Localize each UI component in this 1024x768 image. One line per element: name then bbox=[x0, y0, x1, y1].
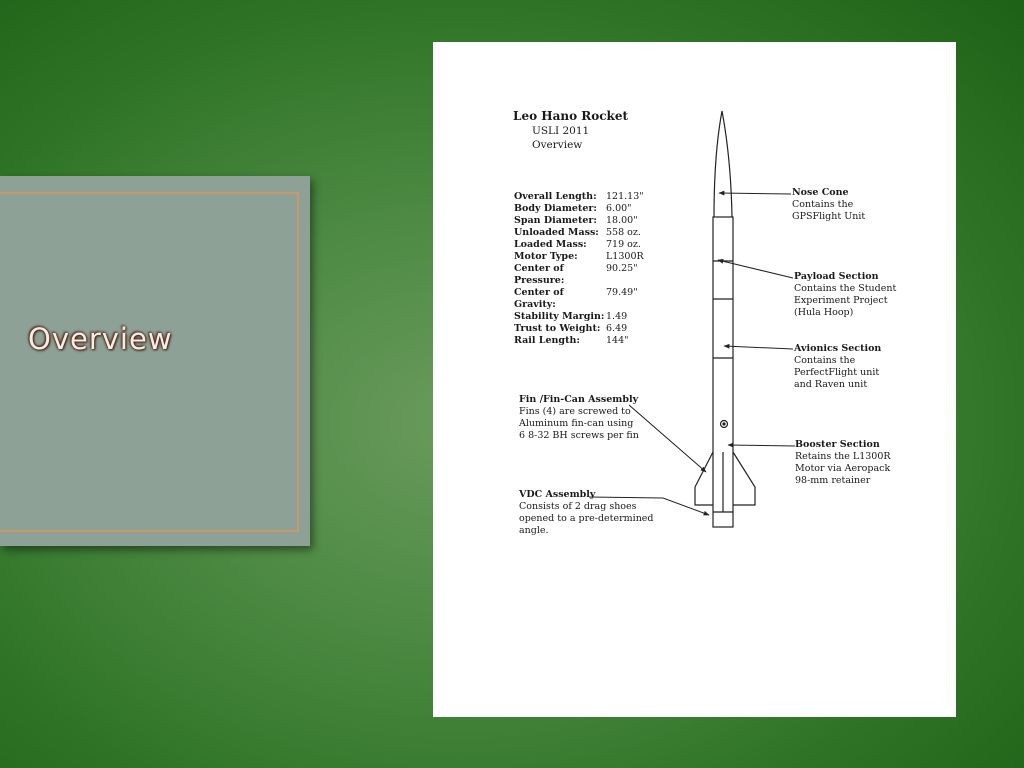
callout-line: and Raven unit bbox=[794, 379, 868, 390]
spec-value: 121.13" bbox=[606, 191, 644, 202]
callout-line: 6 8-32 BH screws per fin bbox=[519, 430, 639, 441]
spec-value: 90.25" bbox=[606, 263, 638, 274]
callout-line: GPSFlight Unit bbox=[792, 211, 866, 222]
booster-leader bbox=[728, 445, 795, 446]
spec-value: 79.49" bbox=[606, 287, 638, 298]
spec-key: Center of Gravity: bbox=[514, 287, 564, 310]
spec-key: Trust to Weight: bbox=[514, 323, 601, 334]
spec-key: Center of Pressure: bbox=[514, 263, 565, 286]
nose-cone-leader bbox=[719, 193, 791, 194]
callout-title: Avionics Section bbox=[794, 343, 882, 354]
spec-key: Unloaded Mass: bbox=[514, 227, 599, 238]
callout-booster bbox=[795, 439, 891, 487]
spec-value: L1300R bbox=[606, 251, 644, 262]
document-subtitle-year: USLI 2011 bbox=[532, 125, 590, 137]
spec-key: Motor Type: bbox=[514, 251, 578, 262]
callout-line: Motor via Aeropack bbox=[795, 463, 891, 474]
callout-line: angle. bbox=[519, 525, 549, 536]
nose-cone-shape bbox=[714, 111, 732, 217]
callout-fin bbox=[519, 394, 639, 442]
spec-key: Body Diameter: bbox=[514, 203, 597, 214]
spec-value: 1.49 bbox=[606, 311, 628, 322]
callout-title: Booster Section bbox=[795, 439, 880, 450]
spec-key: Span Diameter: bbox=[514, 215, 597, 226]
callout-line: Contains the bbox=[792, 199, 854, 210]
spec-key: Loaded Mass: bbox=[514, 239, 587, 250]
spec-value: 18.00" bbox=[606, 215, 638, 226]
callout-line: 98-mm retainer bbox=[795, 475, 871, 486]
slide-title: Overview bbox=[28, 322, 173, 356]
spec-key: Stability Margin: bbox=[514, 311, 605, 322]
callout-line: (Hula Hoop) bbox=[794, 307, 854, 318]
callout-title: VDC Assembly bbox=[519, 489, 596, 500]
left-fin bbox=[695, 452, 713, 505]
callout-line: opened to a pre-determined bbox=[519, 513, 654, 524]
spec-key: Rail Length: bbox=[514, 335, 580, 346]
title-panel-border bbox=[0, 192, 299, 532]
avionics-leader bbox=[724, 346, 793, 349]
callout-nose-cone bbox=[792, 187, 865, 223]
callout-title: Fin /Fin-Can Assembly bbox=[519, 394, 639, 405]
right-fin bbox=[733, 452, 755, 505]
callout-line: Experiment Project bbox=[794, 295, 888, 306]
spec-value: 144" bbox=[606, 335, 629, 346]
callout-title: Nose Cone bbox=[792, 187, 849, 198]
spec-value: 719 oz. bbox=[606, 239, 641, 250]
callout-avionics bbox=[794, 343, 881, 391]
callout-line: Aluminum fin-can using bbox=[519, 418, 634, 429]
spec-value: 6.49 bbox=[606, 323, 628, 334]
rocket-overview-document bbox=[433, 42, 956, 717]
callout-payload bbox=[794, 271, 896, 319]
title-panel bbox=[0, 176, 310, 546]
callout-line: PerfectFlight unit bbox=[794, 367, 880, 378]
callout-line: Contains the bbox=[794, 355, 856, 366]
callout-vdc bbox=[519, 489, 654, 537]
document-subtitle-overview: Overview bbox=[532, 139, 583, 151]
fin-leader bbox=[629, 405, 706, 472]
callout-line: Retains the L1300R bbox=[795, 451, 891, 462]
callout-line: Consists of 2 drag shoes bbox=[519, 501, 637, 512]
payload-leader bbox=[718, 260, 793, 278]
spec-key: Overall Length: bbox=[514, 191, 597, 202]
spec-value: 558 oz. bbox=[606, 227, 641, 238]
document-heading: Leo Hano Rocket bbox=[513, 109, 629, 123]
spec-value: 6.00" bbox=[606, 203, 632, 214]
callout-line: Contains the Student bbox=[794, 283, 897, 294]
callout-title: Payload Section bbox=[794, 271, 879, 282]
callout-line: Fins (4) are screwed to bbox=[519, 406, 631, 417]
